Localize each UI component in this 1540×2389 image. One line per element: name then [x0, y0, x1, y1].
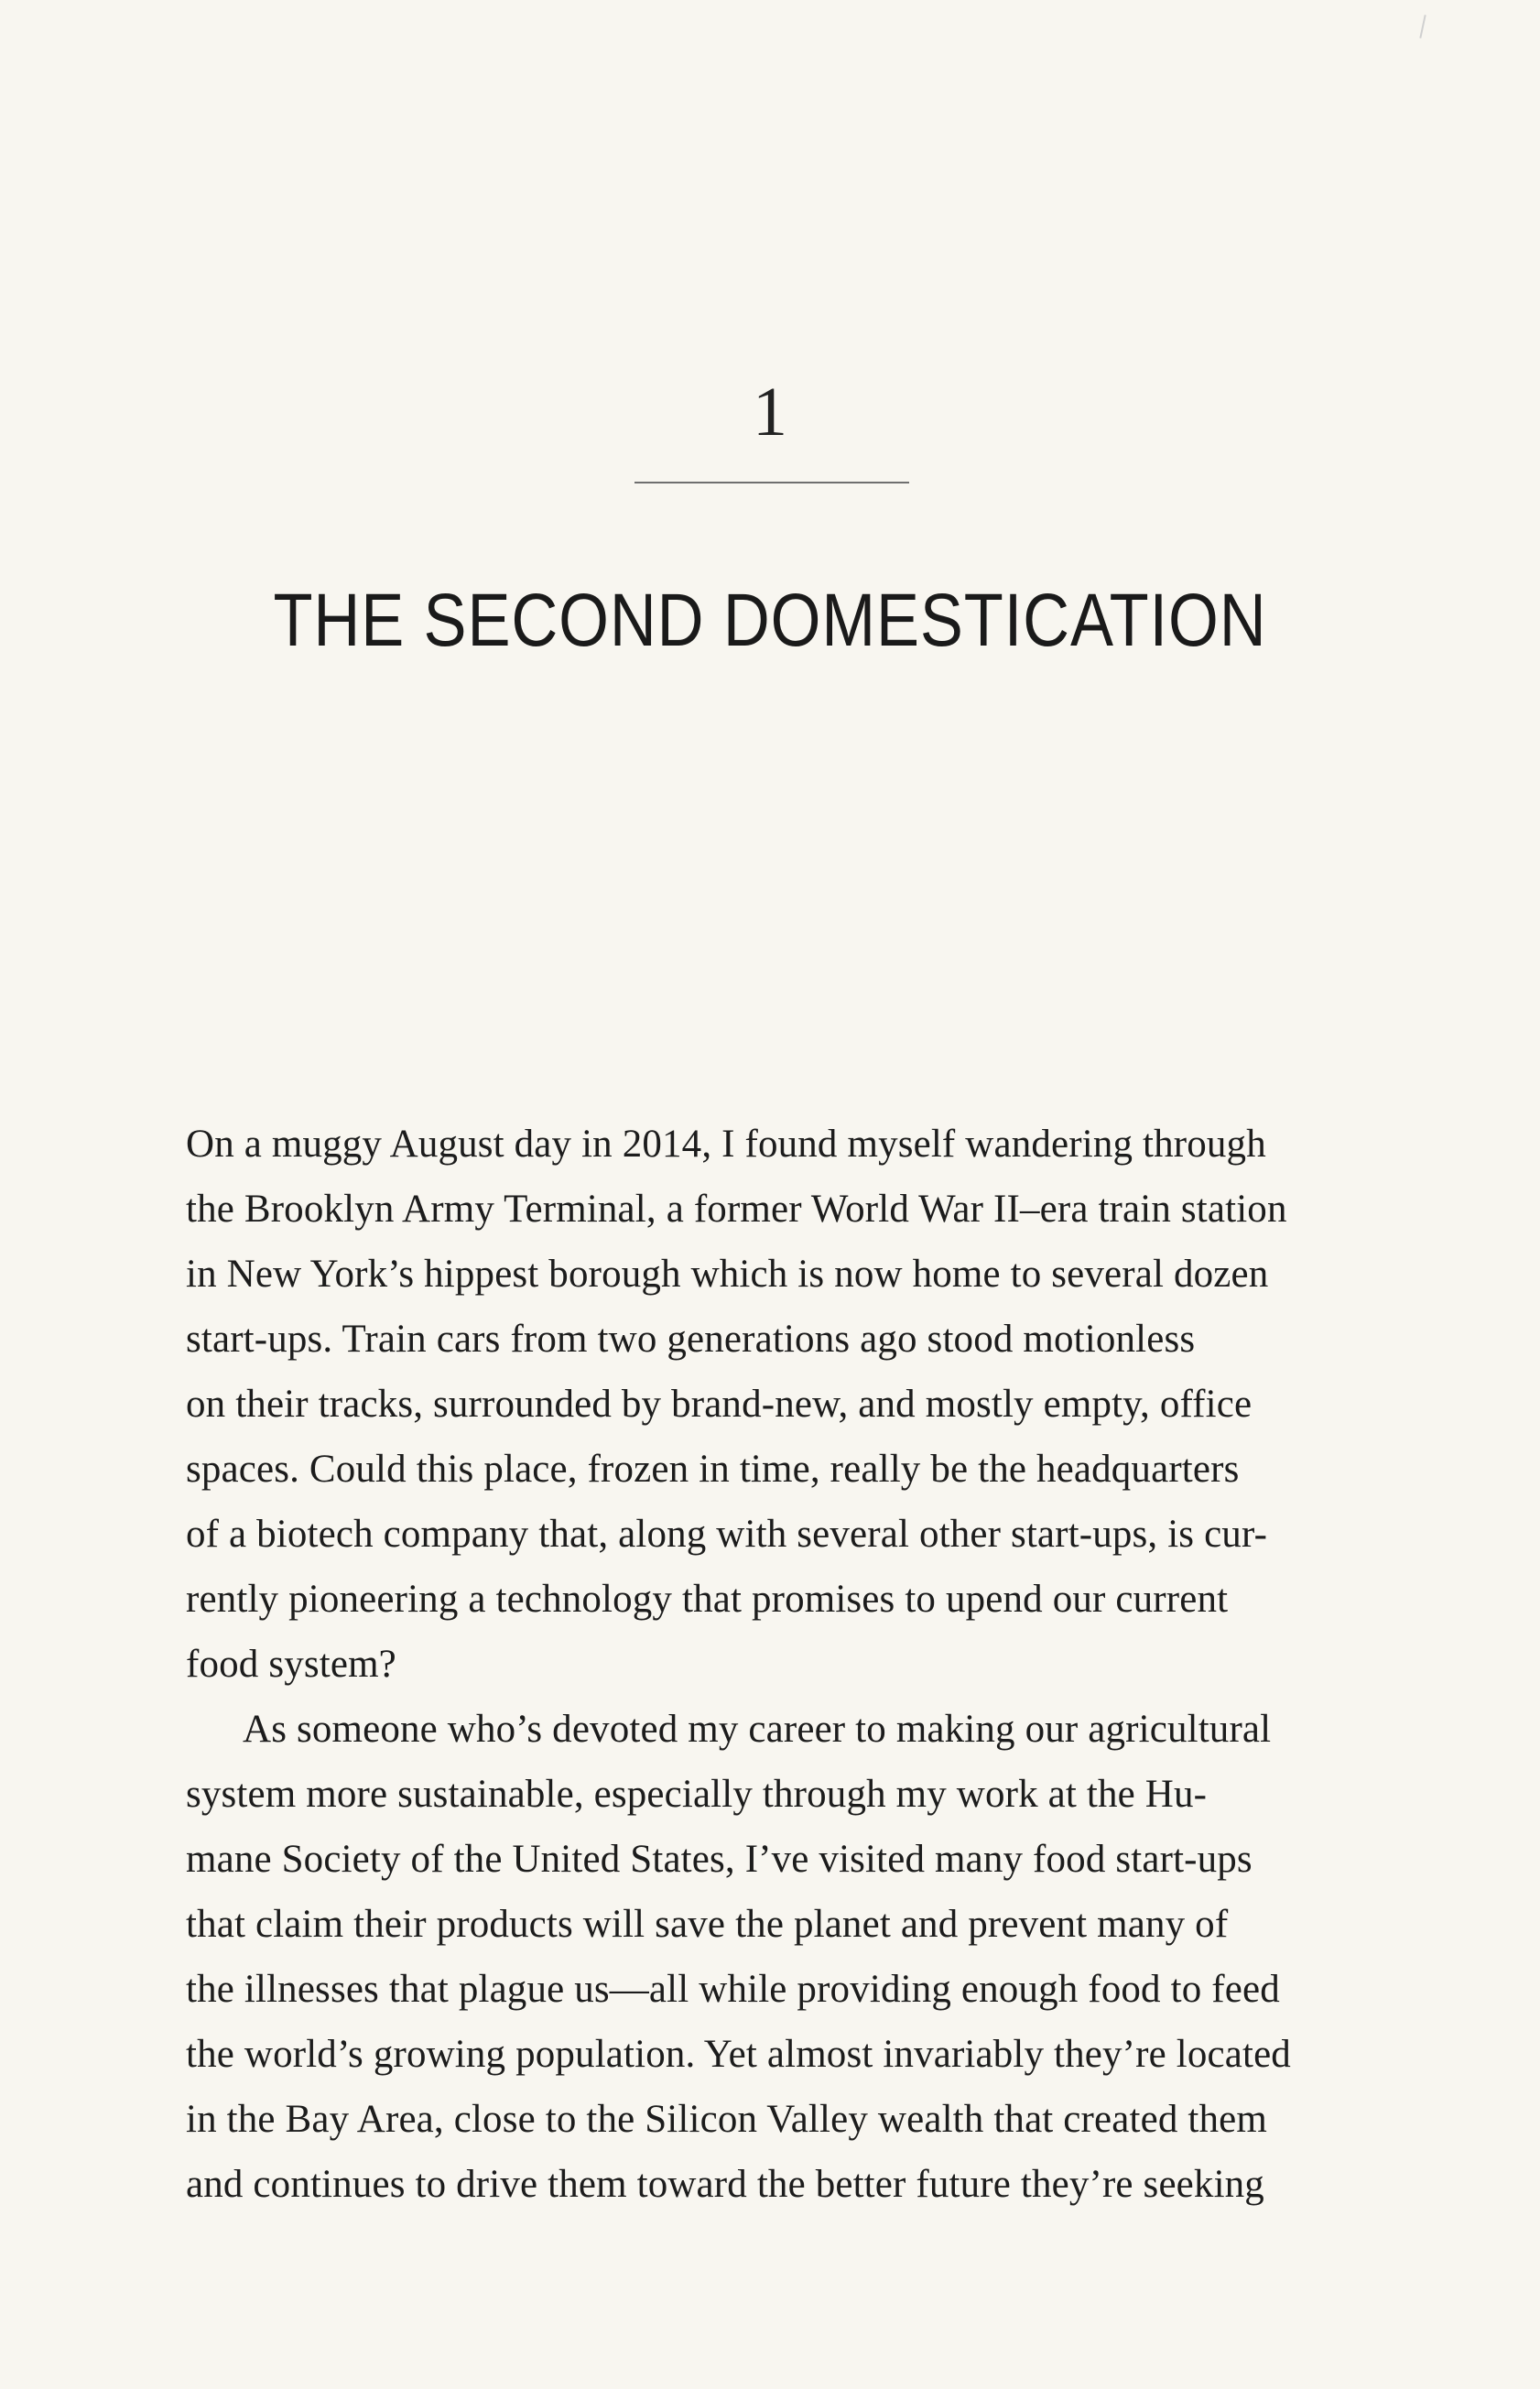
- text-line: the Brooklyn Army Terminal, a former World War II–era train station: [186, 1188, 1287, 1231]
- text-line: the illnesses that plague us—all while providing enough food to feed: [186, 1968, 1280, 2011]
- text-line: and continues to drive them toward the better future they’re seeking: [186, 2163, 1264, 2206]
- chapter-number: 1: [753, 374, 787, 451]
- chapter-body: [186, 1112, 1387, 2217]
- text-line: food system?: [186, 1643, 396, 1686]
- text-line: of a biotech company that, along with several other start-ups, is cur-: [186, 1513, 1268, 1556]
- text-line: the world’s growing population. Yet almost invariably they’re located: [186, 2033, 1291, 2076]
- text-line: On a muggy August day in 2014, I found myself wandering through: [186, 1123, 1266, 1166]
- text-line: that claim their products will save the planet and prevent many of: [186, 1903, 1229, 1946]
- text-line: spaces. Could this place, frozen in time, really be the headquarters: [186, 1448, 1240, 1491]
- text-line: on their tracks, surrounded by brand-new, and mostly empty, office: [186, 1383, 1253, 1426]
- text-line: start-ups. Train cars from two generations ago stood motionless: [186, 1318, 1196, 1361]
- text-line: in New York’s hippest borough which is now home to several dozen: [186, 1253, 1269, 1296]
- text-line: As someone who’s devoted my career to making our agricultural: [243, 1708, 1272, 1751]
- text-line: rently pioneering a technology that promises to upend our current: [186, 1578, 1229, 1621]
- text-line: in the Bay Area, close to the Silicon Valley wealth that created them: [186, 2098, 1267, 2141]
- text-line: system more sustainable, especially through my work at the Hu-: [186, 1773, 1208, 1816]
- chapter-divider: [634, 482, 909, 483]
- chapter-title: THE SECOND DOMESTICATION: [273, 579, 1267, 662]
- scan-mark: [1419, 15, 1426, 38]
- text-line: mane Society of the United States, I’ve visited many food start-ups: [186, 1838, 1253, 1881]
